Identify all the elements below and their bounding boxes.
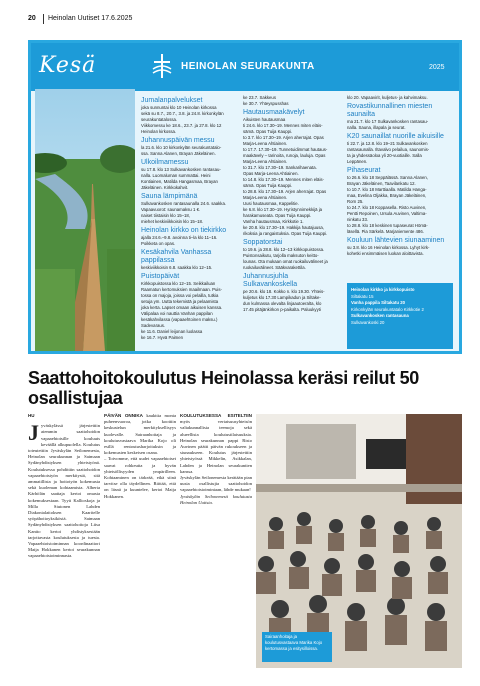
article-text-4: myös vertaisuusyhteisön valtakunnallisia teemoja sekä alueellisia koulutustilaisuuksia. Heinolan seurakunnan pappi Risto Auvinen päätti päivän rukoukseen ja siunaukseen. Koulutus järjestettiin yhteistyössä Mikkelin, Asikkalan, Lahden ja Heinolan seurakuntien kanssa.	[180, 419, 252, 474]
event-line: Uusi hautausmaa, Kappelitie.	[243, 201, 299, 206]
event-line: to 24.7. klo 18 Koppasella. Risto Auvinen,	[347, 205, 427, 210]
event-line: Rorn 25.	[347, 199, 364, 204]
event-line: kuljetus klo 17.30 Lampikadun ja Siltake-	[243, 295, 321, 300]
event-line: Brayan Jäkeläinen, Taavilankatu 12.	[347, 181, 416, 186]
event-line: ta ja yhdessäoloa yli 20-vuotiaille. Salla	[347, 153, 422, 158]
event-line: ssa. Sanna Alanen, Brayan Jäkeläinen.	[141, 151, 216, 156]
event-line: seurakuntatalossa.	[141, 117, 178, 122]
event-line: to 31.7. klo 17.30–19. Sankarihaenata.	[243, 165, 317, 170]
event-line: Marja-Leena Ahtiainen.	[243, 141, 288, 146]
location-line: Vanha pappila Siltakatu 20	[351, 300, 405, 305]
event-line: to 28.8. klo 17.30–19. Arjen aherrajat. Opas	[243, 189, 327, 194]
article-subhead-1: PÄIVÄN ONNIKA	[104, 413, 143, 418]
event-line: Pentti Repoinen, Ursula Auvinen, Valtima-	[347, 211, 427, 216]
event-line: joka kerta. Lapset omaan aikuisen kanssa.	[141, 305, 223, 310]
event-line: Viikkomessu ke 18.6., 23.7. ja 27.8. klo 12	[141, 123, 222, 128]
article-column-2	[104, 413, 176, 500]
event-line: nalla. Luomaluman summattai. Heini	[141, 173, 211, 178]
event-line: rantasaunalla. Iltavalvo pelailua, saunomis-	[347, 147, 430, 152]
event-line: Vanha hautausmaa, Kirkkotie 1.	[243, 219, 304, 224]
location-line: Sulkavankoski 20	[351, 319, 385, 325]
event-line: rikoksia ja rangaistuksia. Opas Tuija Kauppi.	[243, 231, 328, 236]
ad-column-2	[243, 95, 335, 313]
ad-banner	[31, 43, 459, 91]
event-line: keskiviikkoisin 6.8. saakka klo 12–15.	[141, 265, 213, 270]
ad-year: 2025	[429, 64, 445, 71]
section-heading: Jumalanpalvelukset	[141, 97, 203, 104]
event-line: to 19.6. ja 28.8. klo 12–13 kirkkopuistossa.	[243, 247, 325, 252]
event-line: Poikketa on opas.	[141, 241, 176, 246]
event-line: Kirkkopuistossa klo 12–15. Seikkailuan	[141, 281, 216, 286]
training-audience-photo	[256, 414, 462, 668]
event-line: ruokailuvälineet. Sääkvarakettila.	[243, 265, 306, 270]
event-line: nalla. Sauna, illapala ja seurat.	[347, 125, 406, 130]
event-line: sämä. Opas Tuija Kauppi.	[243, 183, 293, 188]
location-line: Heinolan kirkko ja kirkkopuisto	[351, 287, 415, 292]
section-heading: Ulkoilmamessu	[141, 159, 189, 166]
section-heading: Rovastikunnallinen miesten saunailta	[347, 103, 433, 118]
ad-column-3	[347, 95, 453, 257]
event-line: pe 20.6. klo 18. Kokko n. klo 19.30. Yhteis-	[243, 289, 325, 294]
organization-name: HEINOLAN SEURAKUNTA	[181, 61, 315, 72]
event-line: ke 11.6. Daniel leijonan luolassa	[141, 329, 203, 334]
section-heading: Juhannusjuhla Sulkavankoskella	[243, 273, 298, 288]
event-line: Sadevaraus.	[141, 323, 166, 328]
parish-summer-ad	[28, 40, 462, 354]
event-line: Välipalaa voi nauttia Vanhan pappilan	[141, 311, 213, 316]
article-column-1	[28, 413, 100, 560]
event-line: to 10.7. klo 18 Marttiaalla. Matilda Hanga-	[347, 187, 427, 192]
publication-title: Heinolan Uutiset 17.6.2025	[48, 15, 133, 22]
event-line: Jäkeläinen. Kirkkokahvit.	[141, 185, 189, 190]
season-title: Kesä	[39, 53, 97, 78]
event-line: ke 20.8. klo 17.30–19. Hakkija hautajuusa,	[243, 225, 324, 230]
section-heading: Hautausmaakävelyt	[243, 109, 305, 116]
event-line: 17.45 pitäjänkirkon p-paikalta. Paluukyyti	[243, 307, 321, 312]
event-line: to 17.7. 17.30–19. Tunnetuidimmat hautaus-	[243, 147, 328, 152]
event-line: Marja-Leena Ahtiainen.	[243, 159, 288, 164]
event-line: Marja-Leena Ahtiainen.	[243, 195, 288, 200]
section-heading: Kesäkahvila Vanhassa pappilassa	[141, 249, 212, 264]
article-text-3: – Toivomme, että uudet vapaaehtoiset saavat rohkeutta ja hyvän yhteisöllisyyden ympärilleen. Kohtaaminen on tärkeää, eikä siinä tarvitse olla täydellinen. Riittää, että on läsnä ja kuuntelee, kertoi Maija Hokkanen.	[104, 456, 176, 499]
event-line: ajalla 24.6.–9.8. avoinna ti–la klo 11–16.	[141, 235, 218, 240]
event-line: la 21.6. klo 10 kirkonkylän seurakuntatalo-	[141, 145, 222, 150]
event-line: su 17.8. klo 13 Sulkavankosken rantasau-	[141, 167, 221, 172]
event-line: setuja ym. Uutta tekemistä ja pelaamista	[141, 299, 219, 304]
event-line: Aikuisten hautausmaa	[243, 117, 286, 122]
event-line: Heinolan kirkossa.	[141, 129, 177, 134]
event-line: harakamuseata. Opas Tuija Kauppi.	[243, 213, 312, 218]
location-line: Sulkavankosken rantasauna	[351, 313, 409, 318]
event-line: sämä. Opas Tuija Kauppi.	[243, 129, 293, 134]
section-heading: Sauna lämpimänä	[141, 193, 198, 200]
article-text-5: Jyväskylän Seilonemesta kerätään pian uusia osallistujia saattohoidon vapaaehtoistoimintaan, lähde mukaan!	[180, 475, 252, 493]
event-line: sekä su 8.7., 20.7., 3.8. ja 24.8. kirkonkylän	[141, 111, 224, 116]
event-line: ma 21.7. klo 17 Sulkavankosken rantasau-	[347, 119, 429, 124]
parish-logo-icon	[151, 53, 173, 79]
section-heading: Juhannuspäivän messu	[141, 137, 215, 144]
event-line: kesäkahvilassa (vapaaehtoinen maksu.)	[141, 317, 218, 322]
page-number: 20	[28, 15, 36, 22]
event-line: läsellä. Pia Särkelä. Marjaniemente 486.	[347, 229, 424, 234]
event-line: Puistonsaikutu, tarjolla maksuton keitto-	[243, 253, 319, 258]
event-line: ninkatu 33.	[347, 217, 369, 222]
event-line: kohetki ensimmäisen luokan aloittavista.	[347, 251, 424, 256]
drop-cap: J	[28, 420, 39, 446]
article-subhead-2: KOULUTUKSESSA ESITELTIIN	[180, 413, 252, 418]
event-line: miehet keskiviikkoisin klo 15–18.	[141, 219, 204, 224]
ad-column-1	[141, 95, 237, 341]
event-line: klo 20. Vapaavirit, kuljetus- ja kahvimaksu.	[347, 95, 428, 100]
event-line: lounas. Ota mukaan omat ruokailuvälineet ja	[243, 259, 328, 264]
section-heading: Pihaseurat	[347, 167, 381, 174]
article-signature: Jyväskylän Seilonemesti koulutusta Heinolan Uutisia.	[180, 493, 252, 505]
event-line: Opas Marja-Leena Ahtiainen.	[243, 171, 299, 176]
event-line: Sulkavankosken rantasaunalla 24.6. saakka.	[141, 201, 227, 206]
boardwalk-photo	[35, 89, 135, 351]
event-line: Kontiainen, Matilda Hangasmaa, Brayan	[141, 179, 218, 184]
event-line: su 3.8. klo 16 Heinolan kirkossa. Lyhyt kirk-	[347, 245, 430, 250]
event-line: ke 6.8. klo 17.30–19. Hyristynnimekkijä ja	[243, 207, 323, 212]
section-heading: Soppatorstai	[243, 239, 283, 246]
event-line: ke 16.7. Hyvä Paimen	[141, 335, 184, 340]
event-line: ti 24.6. klo 17.30–19. Mennes miten eläis-	[243, 123, 323, 128]
event-line: Raamatun kertomuksien maailmaan. Puis-	[141, 287, 222, 292]
location-line: Kirkonkylän seurakuntatalo Kirkkotie 2	[351, 306, 424, 312]
event-line: ke 30.7. Yhteyspusshas	[243, 101, 289, 106]
event-line: tossa on majoja, joissa voi pelailla, tutkia	[141, 293, 219, 298]
article-text-1: yväskylässä järjestettiin aiemmin saattohoidon vapaaehtoisille kouluuts keväällä alkupuolella. Koulutus toteutettiin Jyväskylän Seilonemesta, Heinolan seurakunnan ja Saimaan Sydänyhdistyksen yhteistyönä. Koulutuksessa pohdittiin saattohoidon vapaaehtoistyön merkitystä, sitä ammatillista ja hoitotyön kokemusta sekä kuoleman kohtaamista. Alberta Kärhölän saattaja kertoi omasta kokemuksestaan. Tyyti Kallioskoja ja Milla Siutonen Lahden Diakonialaitoksen Kaaritelle syöpähoitoyksiköstä. Saimaan Sydänyhdistyksen saattohoitoja Liisa Kantto kertoi yhdistyksestään tarjottavasta koulutuksesta ja tuesta. Vapaaehtoistoiminnan koordinaattori Maija Hokkanen kertoi seurakunnan vapaaehtoistoiminnasta.	[28, 423, 100, 559]
section-heading: Kouluun lähtevien siunaaminen	[347, 237, 445, 244]
section-heading: K20 saunaillat nuorille aikuisille	[347, 133, 444, 140]
article-column-3	[180, 413, 252, 506]
article-headline: Saattohoitokoulutus Heinolassa keräsi reilut 50 osallistujaa	[28, 368, 420, 408]
event-line: Vapaavuorot: saunamaksu 1 €.	[141, 207, 201, 212]
page-header	[0, 0, 480, 30]
photo-caption: Sairaanhoitaja ja koulutusvastaava Marika Kojo kertomassa ja esitysilloissa.	[262, 632, 332, 662]
location-line: Siltakatu 15	[351, 293, 374, 299]
event-line: to 26.6. klo 18 Seppälässä. Sanna Alanen,	[347, 175, 428, 180]
locations-infobox	[347, 283, 453, 349]
event-line: joka sunnuntai klo 10 Heinolan kirkossa	[141, 105, 217, 110]
event-line: naiset tiistaisin klo 15–18,	[141, 213, 190, 218]
event-line: to 3.7. klo 17.30–19. Arjen aherrajat. Opas	[243, 135, 324, 140]
article-text-2: kaukttia monta puheenvuoroa, jotka koottiin keskustelun merkityksellisyys kuolevalle. Sairaanhoitaja ja koulutusvastaava Marika Kojo oli esillä rentoutusharjoituksin ja kokemusten keskeisen osana.	[104, 413, 176, 456]
header-divider	[43, 14, 44, 24]
event-line: ke 23.7. Sakkeus	[243, 95, 276, 100]
event-line: dun kulmassa olevalta linjaautoeralta, klo	[243, 301, 322, 306]
event-line: Leppänen.	[347, 159, 368, 164]
event-line: to 28.8. klo 18 keskinen tupaseurat Hömä-	[347, 223, 428, 228]
section-heading: Puistopäivät	[141, 273, 180, 280]
article-byline: HU	[28, 413, 35, 418]
section-heading: Heinolan kirkko on tiekirkko	[141, 227, 227, 234]
event-line: maakävely – tarinoita, runoja, lauluja. Opas	[243, 153, 326, 158]
event-line: ti 22.7. ja 12.8. klo 19–21 Sulkavankosken	[347, 141, 428, 146]
event-line: maa, Evelina Oljakka, Brayan Jäkeläinen,	[347, 193, 427, 198]
event-line: to 14.8. klo 17.30–19. Mennes miten eläis-	[243, 177, 324, 182]
